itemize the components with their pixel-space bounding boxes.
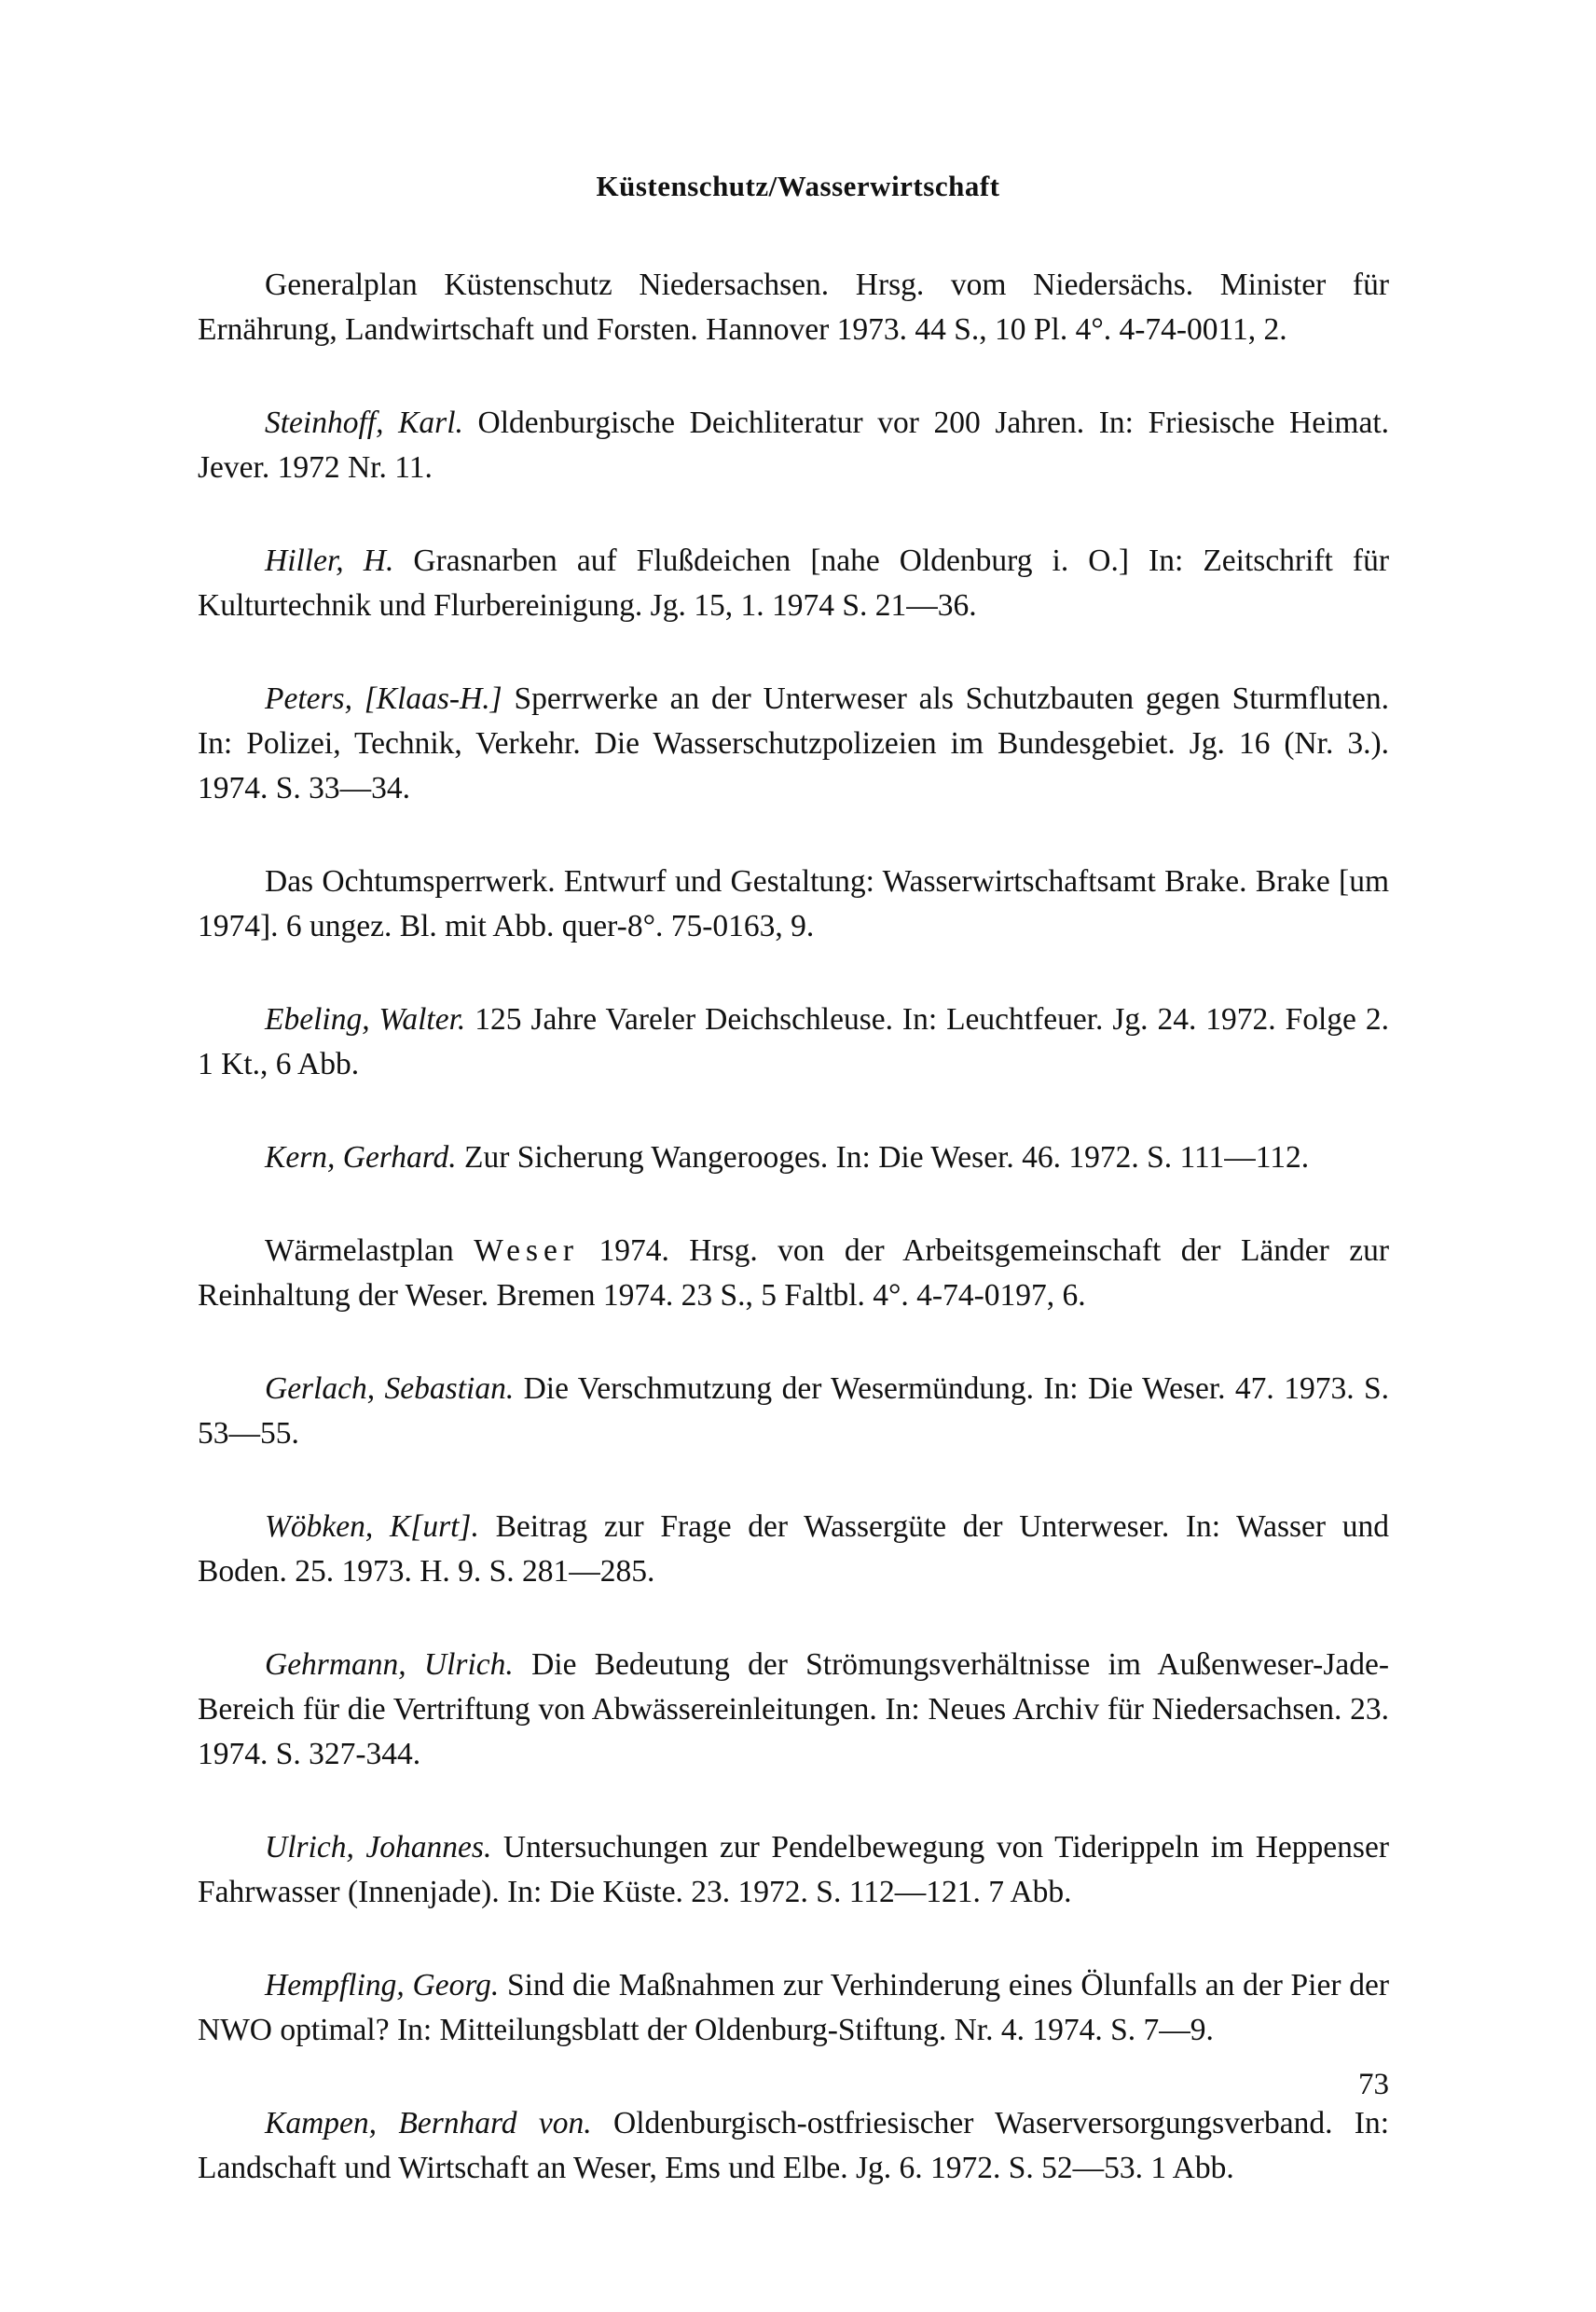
bibliography-entry [198, 401, 1389, 490]
entry-text: Oldenburgische Deichliteratur vor 200 Jahren. In: Friesische Heimat. Jever. 1972 Nr. 11. [198, 406, 1389, 485]
bibliography-entry [198, 1825, 1389, 1915]
entry-text: Untersuchungen zur Pendelbewegung von Tiderippeln im Heppenser Fahrwasser (Innenjade). In: Die Küste. 23. 1972. S. 112—121. 7 Abb. [198, 1830, 1389, 1909]
entry-author: Gerlach, Sebastian. [265, 1371, 515, 1406]
entry-author: Steinhoff, Karl. [265, 406, 463, 440]
bibliography-entry [198, 1229, 1389, 1318]
entry-title-start: Wärmelastplan [265, 1233, 454, 1268]
bibliography-entry [198, 677, 1389, 811]
entry-author: Gehrmann, Ulrich. [265, 1647, 514, 1682]
bibliography-entry [198, 1505, 1389, 1594]
bibliography-entry [198, 1643, 1389, 1777]
bibliography-entry [198, 263, 1389, 352]
bibliography-list [198, 263, 1389, 2239]
entry-text: Die Bedeutung der Strömungsverhältnisse im Außenweser-Jade-Bereich für die Vertriftung von Abwässereinleitungen. In: Neues Archiv für Niedersachsen. 23. 1974. S. 327-344. [198, 1647, 1389, 1771]
bibliography-entry [198, 1963, 1389, 2053]
bibliography-entry [198, 1367, 1389, 1456]
entry-text: 1974. Hrsg. von der Arbeitsgemeinschaft der Länder zur Reinhaltung der Weser. Bremen 1974. 23 S., 5 Faltbl. 4°. 4-74-0197, 6. [198, 1233, 1389, 1313]
section-heading: Küstenschutz/Wasserwirtschaft [596, 170, 1000, 202]
entry-text: Generalplan Küstenschutz Niedersachsen. Hrsg. vom Niedersächs. Minister für Ernährung, Landwirtschaft und Forsten. Hannover 1973. 44 S., 10 Pl. 4°. 4-74-0011, 2. [198, 268, 1389, 347]
entry-author: Kern, Gerhard. [265, 1140, 457, 1175]
entry-author: Hempfling, Georg. [265, 1968, 500, 2002]
bibliography-entry [198, 1135, 1389, 1180]
entry-spaced-word: Weser [474, 1233, 580, 1268]
entry-text: 125 Jahre Vareler Deichschleuse. In: Leuchtfeuer. Jg. 24. 1972. Folge 2. 1 Kt., 6 Abb. [198, 1002, 1390, 1081]
entry-text: Oldenburgisch-ostfriesischer Waserversorgungsverband. In: Landschaft und Wirtschaft an Weser, Ems und Elbe. Jg. 6. 1972. S. 52—53. 1 Abb. [198, 2106, 1390, 2185]
entry-author: Ulrich, Johannes. [265, 1830, 492, 1865]
entry-text: Beitrag zur Frage der Wassergüte der Unterweser. In: Wasser und Boden. 25. 1973. H. 9. S. 281—285. [198, 1509, 1390, 1589]
entry-text: Zur Sicherung Wangerooges. In: Die Weser. 46. 1972. S. 111—112. [464, 1140, 1310, 1175]
bibliography-entry [198, 860, 1389, 949]
bibliography-entry [198, 539, 1389, 628]
entry-author: Wöbken, K[urt]. [265, 1509, 479, 1544]
entry-text: Sperrwerke an der Unterweser als Schutzbauten gegen Sturmfluten. In: Polizei, Technik, Verkehr. Die Wasserschutzpolizeien im Bundesgebiet. Jg. 16 (Nr. 3.). 1974. S. 33—34. [198, 681, 1390, 805]
entry-text: Das Ochtumsperrwerk. Entwurf und Gestaltung: Wasserwirtschaftsamt Brake. Brake [um 1974]. 6 ungez. Bl. mit Abb. quer-8°. 75-0163, 9. [198, 864, 1389, 943]
entry-author: Hiller, H. [265, 544, 394, 578]
bibliography-entry [198, 2101, 1389, 2191]
entry-author: Ebeling, Walter. [265, 1002, 466, 1037]
bibliography-entry [198, 998, 1389, 1087]
entry-author: Kampen, Bernhard von. [265, 2106, 592, 2140]
entry-text: Sind die Maßnahmen zur Verhinderung eines Ölunfalls an der Pier der NWO optimal? In: Mitteilungsblatt der Oldenburg-Stiftung. Nr. 4. 1974. S. 7—9. [198, 1968, 1389, 2047]
entry-text: Die Verschmutzung der Wesermündung. In: Die Weser. 47. 1973. S. 53—55. [198, 1371, 1389, 1451]
entry-text: Grasnarben auf Flußdeichen [nahe Oldenburg i. O.] In: Zeitschrift für Kulturtechnik und Flurbereinigung. Jg. 15, 1. 1974 S. 21—36. [198, 544, 1389, 623]
entry-author: Peters, [Klaas-H.] [265, 681, 502, 716]
page-number: 73 [1358, 2068, 1389, 2101]
